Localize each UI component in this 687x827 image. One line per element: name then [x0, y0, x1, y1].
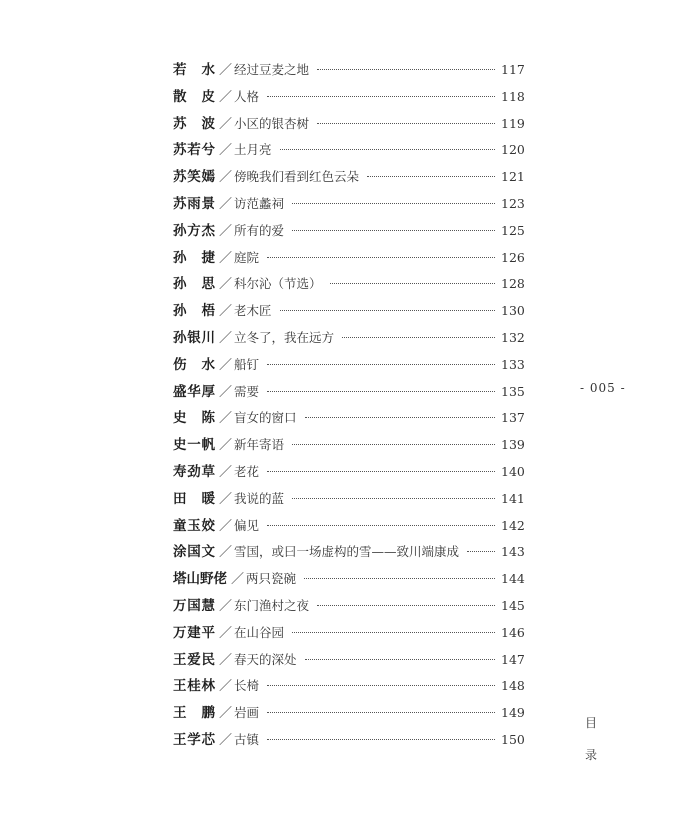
toc-entry: [173, 648, 523, 675]
toc-page-number: 145: [501, 597, 525, 613]
toc-page-number: 128: [501, 276, 525, 292]
toc-entry: [173, 85, 523, 112]
toc-entry: [173, 514, 523, 541]
toc-title: 立冬了，我在远方: [234, 329, 335, 345]
toc-entry: [173, 165, 523, 192]
toc-separator: ／: [219, 304, 233, 320]
toc-dot-leader: [267, 257, 495, 258]
toc-dot-leader: [305, 417, 495, 418]
toc-separator: ／: [219, 545, 233, 561]
toc-dot-leader: [292, 498, 495, 499]
toc-title: 春天的深处: [234, 651, 297, 667]
toc-page-number: 120: [501, 142, 525, 158]
toc-entry: [173, 460, 523, 487]
toc-page-number: 146: [501, 624, 525, 640]
toc-page-number: 137: [501, 410, 525, 426]
section-label-contents: 目录: [585, 716, 598, 762]
toc-dot-leader: [292, 444, 495, 445]
toc-entry: [173, 621, 523, 648]
toc-entry: [173, 138, 523, 165]
toc-separator: ／: [219, 679, 233, 695]
toc-page-number: 133: [501, 356, 525, 372]
toc-author: 盛华厚: [173, 383, 215, 400]
toc-author: 塔山野佬: [173, 571, 227, 588]
toc-author: 苏笑嫣: [173, 169, 215, 186]
toc-page-number: 132: [501, 329, 525, 345]
toc-separator: ／: [219, 706, 233, 722]
toc-page-number: 123: [501, 195, 525, 211]
toc-entry: [173, 246, 523, 273]
toc-author: 苏 波: [173, 115, 215, 132]
toc-author: 孙 捷: [173, 249, 215, 266]
toc-page-number: 149: [501, 705, 525, 721]
toc-title: 科尔沁（节选）: [234, 276, 322, 292]
toc-author: 寿劲草: [173, 463, 215, 480]
toc-author: 王学芯: [173, 731, 215, 748]
toc-title: 老木匠: [234, 303, 272, 319]
toc-separator: ／: [219, 652, 233, 668]
toc-dot-leader: [317, 605, 495, 606]
toc-entry: [173, 299, 523, 326]
toc-author: 孙银川: [173, 329, 215, 346]
toc-title: 船钉: [234, 356, 260, 372]
toc-page-number: 118: [501, 88, 525, 104]
toc-author: 涂国文: [173, 544, 215, 561]
toc-author: 散 皮: [173, 88, 215, 105]
toc-title: 古镇: [234, 731, 260, 747]
toc-page-number: 139: [501, 437, 525, 453]
toc-dot-leader: [267, 525, 495, 526]
toc-entry: [173, 594, 523, 621]
toc-title: 新年寄语: [234, 437, 285, 453]
toc-title: 东门渔村之夜: [234, 597, 310, 613]
toc-page-number: 144: [501, 571, 525, 587]
toc-entry: [173, 380, 523, 407]
toc-page-number: 148: [501, 678, 525, 694]
toc-dot-leader: [342, 337, 495, 338]
toc-separator: ／: [219, 143, 233, 159]
toc-separator: ／: [231, 572, 245, 588]
toc-entry: [173, 567, 523, 594]
toc-dot-leader: [267, 739, 495, 740]
toc-separator: ／: [219, 250, 233, 266]
toc-author: 万建平: [173, 624, 215, 641]
toc-author: 王桂林: [173, 678, 215, 695]
toc-dot-leader: [304, 578, 495, 579]
toc-separator: ／: [219, 384, 233, 400]
toc-author: 童玉姣: [173, 517, 215, 534]
toc-title: 需要: [234, 383, 260, 399]
toc-title: 老花: [234, 463, 260, 479]
toc-author: 万国慧: [173, 597, 215, 614]
toc-page-number: 126: [501, 249, 525, 265]
toc-entry: [173, 326, 523, 353]
toc-separator: ／: [219, 732, 233, 748]
toc-entry: [173, 353, 523, 380]
toc-separator: ／: [219, 464, 233, 480]
toc-dot-leader: [267, 364, 495, 365]
table-of-contents: [173, 58, 523, 755]
toc-author: 史 陈: [173, 410, 215, 427]
toc-page-number: 150: [501, 731, 525, 747]
toc-author: 王爱民: [173, 651, 215, 668]
toc-separator: ／: [219, 438, 233, 454]
toc-separator: ／: [219, 170, 233, 186]
toc-title: 经过豆麦之地: [234, 62, 310, 77]
toc-dot-leader: [267, 471, 495, 472]
toc-title: 人格: [234, 88, 260, 104]
toc-page-number: 141: [501, 490, 525, 506]
toc-author: 孙 梧: [173, 303, 215, 320]
toc-title: 在山谷园: [234, 624, 285, 640]
toc-dot-leader: [367, 176, 495, 177]
toc-entry: [173, 272, 523, 299]
toc-separator: ／: [219, 598, 233, 614]
toc-author: 王 鹏: [173, 705, 215, 722]
toc-dot-leader: [267, 391, 495, 392]
toc-title: 傍晚我们看到红色云朵: [234, 169, 360, 185]
toc-author: 伤 水: [173, 356, 215, 373]
toc-separator: ／: [219, 196, 233, 212]
toc-author: 苏雨景: [173, 195, 215, 212]
toc-author: 若 水: [173, 62, 215, 78]
toc-entry: [173, 540, 523, 567]
toc-dot-leader: [317, 69, 495, 70]
toc-dot-leader: [292, 230, 495, 231]
toc-separator: ／: [219, 63, 233, 78]
toc-entry: [173, 728, 523, 755]
toc-author: 孙方杰: [173, 222, 215, 239]
toc-page-number: 119: [501, 115, 525, 131]
toc-entry: [173, 406, 523, 433]
toc-title: 盲女的窗口: [234, 410, 297, 426]
toc-entry: [173, 487, 523, 514]
toc-title: 小区的银杏树: [234, 115, 310, 131]
toc-entry: [173, 701, 523, 728]
toc-title: 访范蠡祠: [234, 195, 285, 211]
toc-dot-leader: [317, 123, 495, 124]
toc-page-number: 143: [501, 544, 525, 560]
toc-dot-leader: [280, 149, 495, 150]
toc-dot-leader: [305, 659, 495, 660]
toc-title: 岩画: [234, 705, 260, 721]
toc-page-number: 135: [501, 383, 525, 399]
toc-page-number: 125: [501, 222, 525, 238]
toc-page-number: 147: [501, 651, 525, 667]
toc-separator: ／: [219, 518, 233, 534]
toc-title: 庭院: [234, 249, 260, 265]
toc-dot-leader: [267, 685, 495, 686]
toc-separator: ／: [219, 330, 233, 346]
toc-title: 我说的蓝: [234, 490, 285, 506]
toc-author: 苏若兮: [173, 142, 215, 159]
toc-dot-leader: [292, 632, 495, 633]
toc-dot-leader: [267, 712, 495, 713]
toc-separator: ／: [219, 411, 233, 427]
toc-dot-leader: [330, 283, 495, 284]
toc-title: 偏见: [234, 517, 260, 533]
toc-separator: ／: [219, 277, 233, 293]
toc-separator: ／: [219, 89, 233, 105]
toc-page-number: 140: [501, 463, 525, 479]
toc-entry: [173, 219, 523, 246]
toc-entry: [173, 674, 523, 701]
toc-title: 土月亮: [234, 142, 272, 158]
toc-page-number: 142: [501, 517, 525, 533]
toc-page-number: 130: [501, 303, 525, 319]
toc-author: 孙 思: [173, 276, 215, 293]
toc-separator: ／: [219, 625, 233, 641]
toc-entry: [173, 433, 523, 460]
toc-title: 长椅: [234, 678, 260, 694]
toc-separator: ／: [219, 491, 233, 507]
toc-separator: ／: [219, 357, 233, 373]
toc-entry: [173, 58, 523, 85]
toc-dot-leader: [292, 203, 495, 204]
page-folio: - 005 -: [580, 381, 626, 395]
toc-entry: [173, 192, 523, 219]
toc-page-number: 121: [501, 169, 525, 185]
toc-dot-leader: [467, 551, 495, 552]
toc-author: 史一帆: [173, 437, 215, 454]
toc-separator: ／: [219, 116, 233, 132]
toc-separator: ／: [219, 223, 233, 239]
toc-page-number: 117: [501, 62, 525, 77]
toc-entry: [173, 112, 523, 139]
toc-author: 田 暖: [173, 490, 215, 507]
toc-dot-leader: [267, 96, 495, 97]
toc-title: 两只瓷碗: [246, 571, 297, 587]
toc-title: 所有的爱: [234, 222, 285, 238]
toc-dot-leader: [280, 310, 495, 311]
toc-title: 雪国，或曰一场虚构的雪——致川端康成: [234, 544, 460, 560]
